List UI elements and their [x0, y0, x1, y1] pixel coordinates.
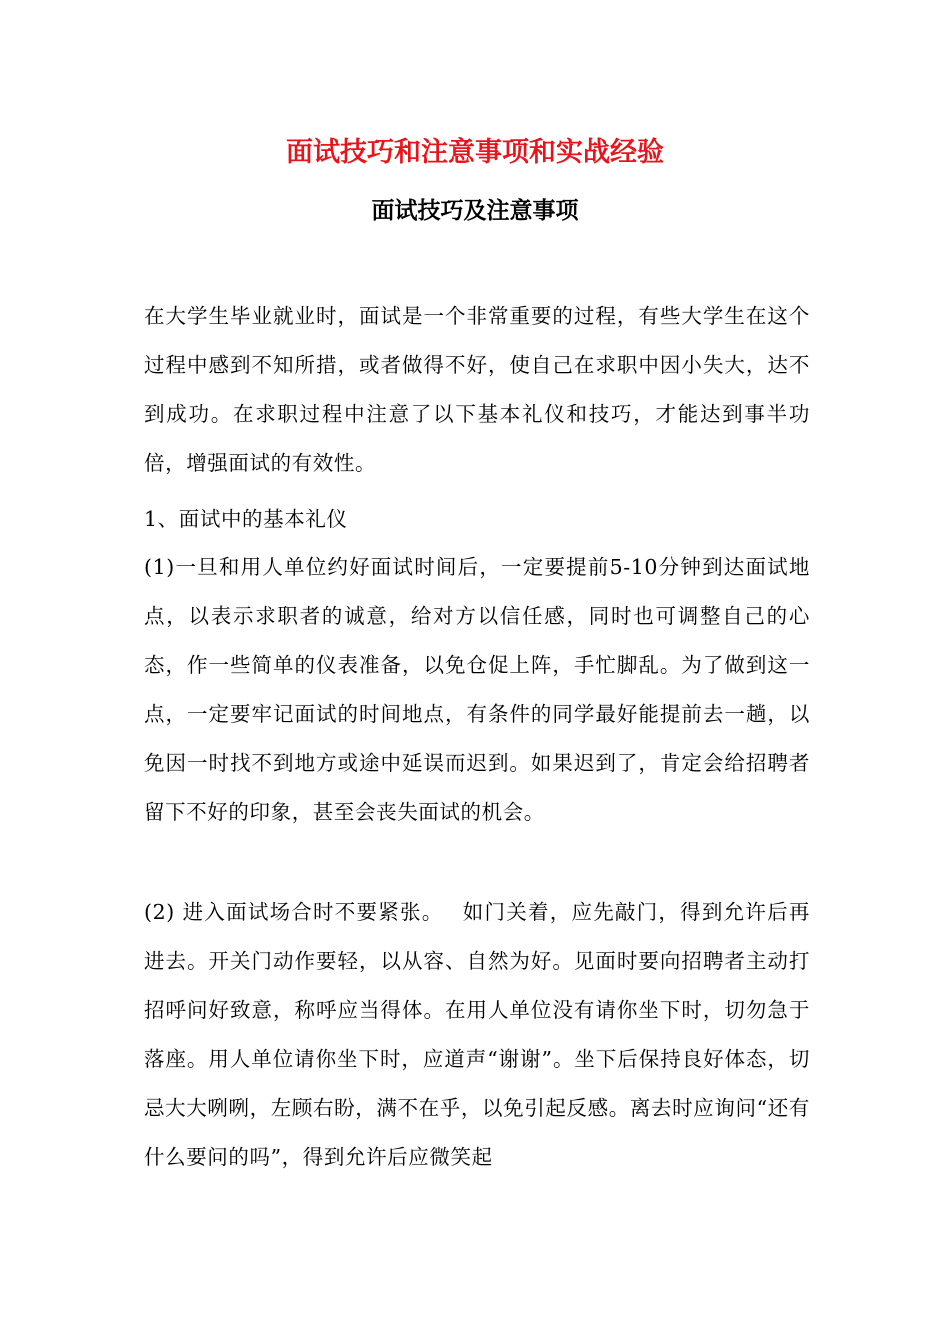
- body-paragraph: (2) 进入面试场合时不要紧张。 如门关着，应先敲门，得到允许后再进去。开关门动作要轻，以从容、自然为好。见面时要向招聘者主动打招呼问好致意，称呼应当得体。在用人单位没有请你坐下时，切勿急于落座。用人单位请你坐下时，应道声“谢谢”。坐下后保持良好体态，切忌大大咧咧，左顾右盼，满不在乎，以免引起反感。离去时应询问“还有什么要问的吗”，得到允许后应微笑起: [144, 900, 810, 1169]
- intro-paragraph: 在大学生毕业就业时，面试是一个非常重要的过程，有些大学生在这个过程中感到不知所措，或者做得不好，使自己在求职中因小失大，达不到成功。在求职过程中注意了以下基本礼仪和技巧，才能达到事半功倍，增强面试的有效性。: [144, 304, 810, 475]
- document-title: 面试技巧和注意事项和实战经验: [286, 137, 664, 168]
- body-paragraph: (1)一旦和用人单位约好面试时间后，一定要提前5-10分钟到达面试地点，以表示求职者的诚意，给对方以信任感，同时也可调整自己的心态，作一些简单的仪表准备，以免仓促上阵，手忙脚乱。为了做到这一点，一定要牢记面试的时间地点，有条件的同学最好能提前去一趟，以免因一时找不到地方或途中延误而迟到。如果迟到了，肯定会给招聘者留下不好的印象，甚至会丧失面试的机会。: [144, 555, 810, 824]
- document-subtitle: 面试技巧及注意事项: [371, 197, 579, 224]
- section-heading: 1、面试中的基本礼仪: [144, 507, 348, 531]
